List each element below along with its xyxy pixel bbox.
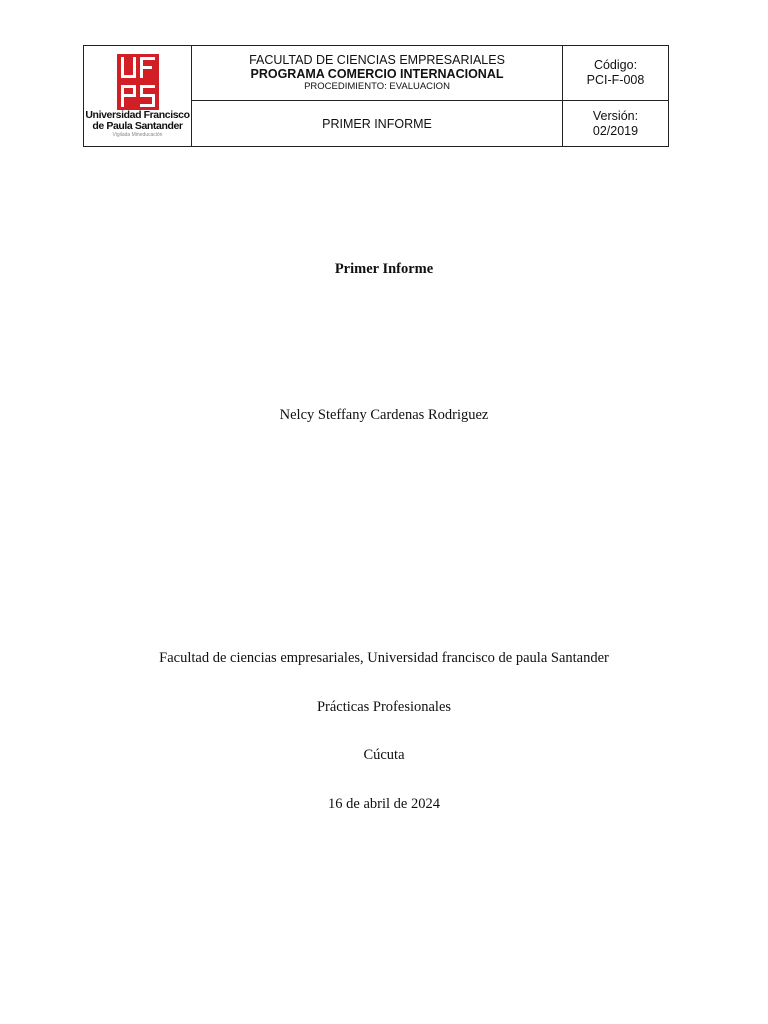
document-title: PRIMER INFORME (322, 116, 432, 131)
procedure-label: PROCEDIMIENTO: EVALUACION (304, 81, 450, 92)
author-name: Nelcy Steffany Cardenas Rodriguez (279, 407, 489, 423)
header-program-cell (192, 46, 563, 101)
university-logo (84, 46, 191, 146)
report-date: 16 de abril de 2024 (328, 796, 440, 812)
version-cell (563, 101, 669, 147)
document-header-table (83, 45, 669, 147)
ufps-logo-mark (117, 54, 159, 110)
institution-name: Facultad de ciencias empresariales, Universidad francisco de paula Santander (159, 650, 609, 666)
version-value: 02/2019 (592, 123, 639, 138)
course-name: Prácticas Profesionales (316, 699, 452, 715)
document-title-cell (192, 101, 563, 147)
report-title: Primer Informe (334, 261, 434, 277)
code-label: Código: (593, 58, 638, 72)
code-cell (563, 46, 669, 101)
logo-name-line1: Universidad Francisco (85, 109, 190, 121)
logo-name-line2: de Paula Santander (92, 120, 183, 132)
logo-tagline: Vigilada Mineducación (112, 132, 163, 138)
version-label: Versión: (592, 108, 639, 123)
code-value: PCI-F-008 (586, 73, 645, 87)
city-name: Cúcuta (363, 747, 405, 763)
faculty-name: FACULTAD DE CIENCIAS EMPRESARIALES (249, 53, 505, 67)
program-name: PROGRAMA COMERCIO INTERNACIONAL (250, 67, 504, 81)
logo-cell (84, 46, 192, 147)
